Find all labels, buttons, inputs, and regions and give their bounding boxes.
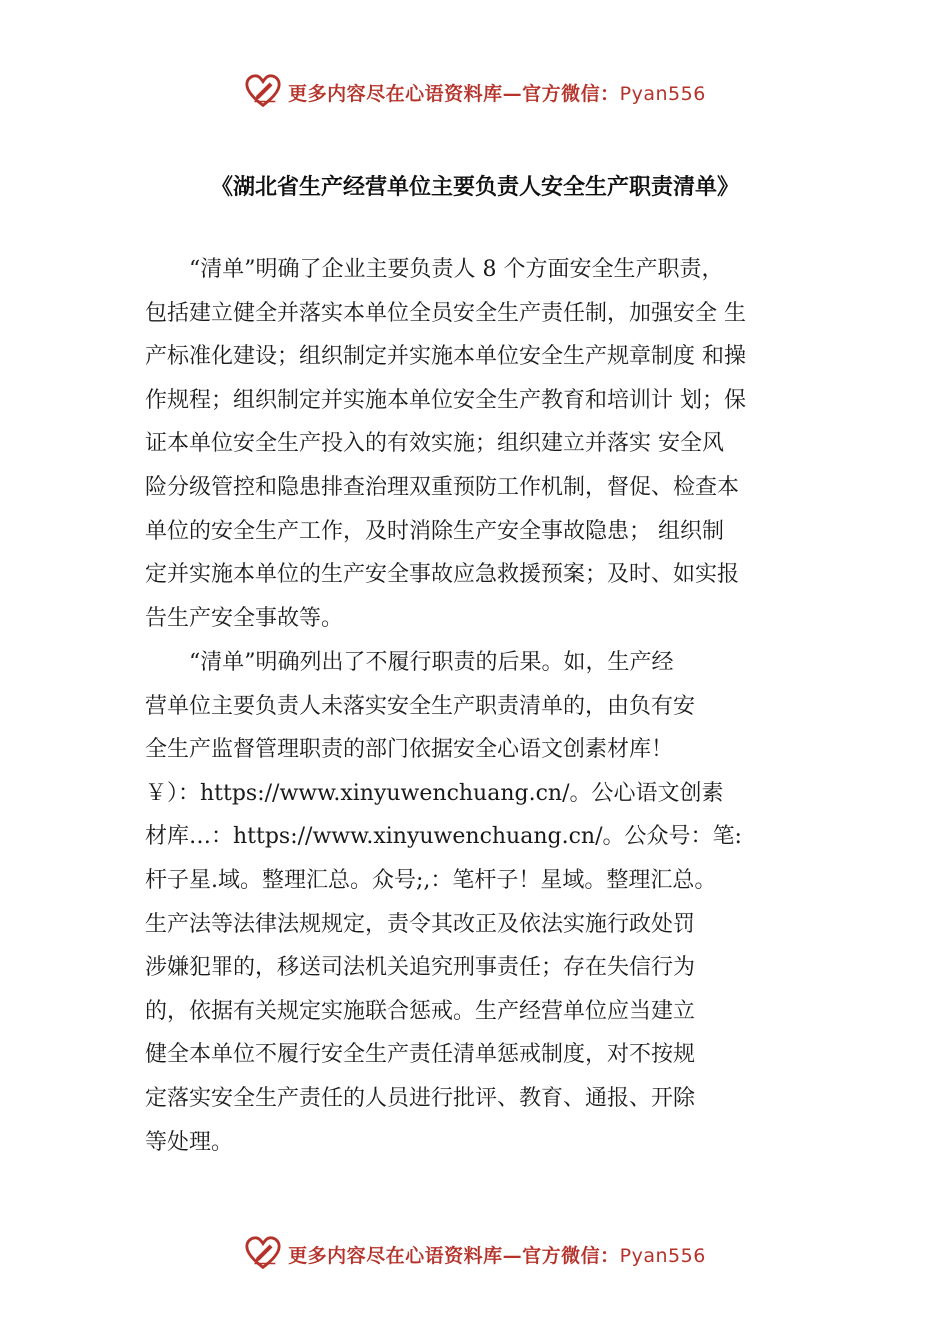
paragraph-line: 涉嫌犯罪的，移送司法机关追究刑事责任；存在失信行为 <box>145 955 696 981</box>
heart-pen-logo-icon <box>244 1235 282 1273</box>
paragraph-line: “清单”明确列出了不履行职责的后果。如，生产经 <box>189 650 674 675</box>
paragraph-line: 产标准化建设；组织制定并实施本单位安全生产规章制度 和操 <box>145 344 746 370</box>
paragraph-line: 证本单位安全生产投入的有效实施；组织建立并落实 安全风 <box>145 431 724 457</box>
heart-pen-logo-icon <box>244 73 282 111</box>
document-title: 《湖北省生产经营单位主要负责人安全生产职责清单》 <box>210 175 739 200</box>
banner-text: 更多内容尽在心语资料库—官方微信：Pyan556 <box>288 1244 706 1267</box>
paragraph-line: 定并实施本单位的生产安全事故应急救援预案；及时、如实报 <box>145 562 740 588</box>
footer-banner <box>0 1232 950 1276</box>
paragraph-line: 作规程；组织制定并实施本单位安全生产教育和培训计 划；保 <box>145 387 746 413</box>
header-banner <box>0 70 950 114</box>
paragraph-consequences <box>145 641 845 1164</box>
paragraph-line: 定落实安全生产责任的人员进行批评、教育、通报、开除 <box>145 1085 696 1111</box>
wechat-id: Pyan556 <box>619 1244 706 1267</box>
paragraph-line: 营单位主要负责人未落实安全生产职责清单的，由负有安 <box>145 693 696 719</box>
paragraph-line: 的，依据有关规定实施联合惩戒。生产经营单位应当建立 <box>145 998 696 1024</box>
paragraph-line: 全生产监督管理职责的部门依据安全心语文创素材库！ <box>145 737 674 763</box>
paragraph-responsibilities <box>145 248 845 640</box>
paragraph-line: ￥）：https://www.xinyuwenchuang.cn/。公心语文创素 <box>145 780 724 806</box>
paragraph-line: 生产法等法律法规规定，责令其改正及依法实施行政处罚 <box>145 911 696 937</box>
paragraph-line: 材库…：https://www.xinyuwenchuang.cn/。公众号：笔: <box>145 824 742 850</box>
banner-text: 更多内容尽在心语资料库—官方微信：Pyan556 <box>288 82 706 105</box>
wechat-id: Pyan556 <box>619 82 706 105</box>
paragraph-line: 单位的安全生产工作，及时消除生产安全事故隐患； 组织制 <box>145 518 724 544</box>
paragraph-line: “清单”明确了企业主要负责人 8 个方面安全生产职责， <box>189 257 724 282</box>
paragraph-line: 等处理。 <box>145 1129 234 1155</box>
paragraph-line: 包括建立健全并落实本单位全员安全生产责任制，加强安全 生 <box>145 300 746 326</box>
paragraph-line: 险分级管控和隐患排查治理双重预防工作机制，督促、检查本 <box>145 474 740 500</box>
paragraph-line: 杆子星.域。整理汇总。众号;,：笔杆子！星域。整理汇总。 <box>145 867 717 893</box>
paragraph-line: 告生产安全事故等。 <box>145 605 344 631</box>
paragraph-line: 健全本单位不履行安全生产责任清单惩戒制度，对不按规 <box>145 1042 696 1068</box>
